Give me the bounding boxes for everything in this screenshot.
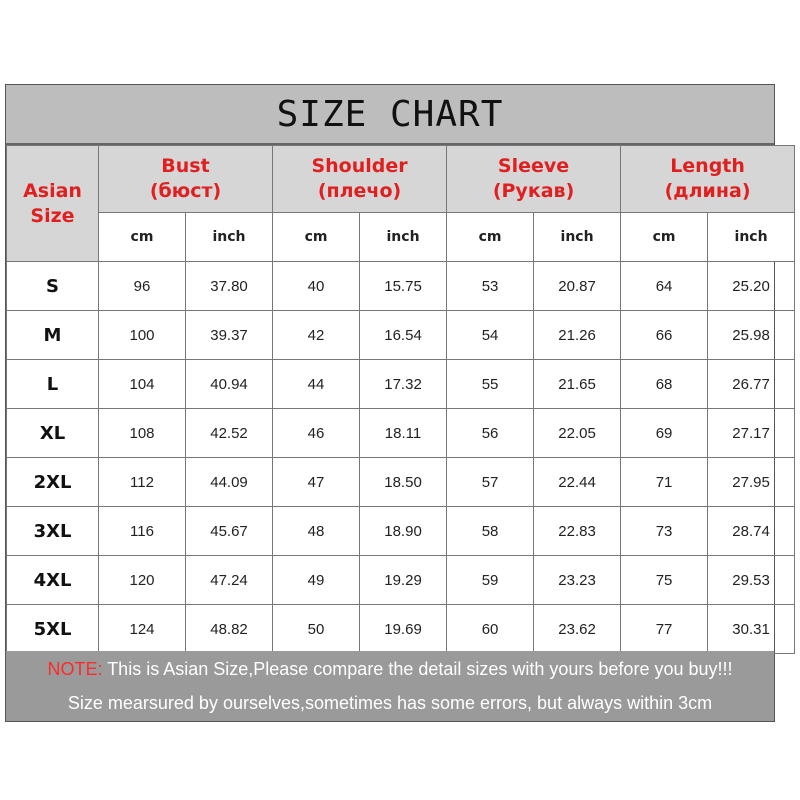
size-cell: 3XL xyxy=(7,507,99,556)
value-cell: 47 xyxy=(273,458,360,507)
value-cell: 22.44 xyxy=(534,458,621,507)
unit-cm: cm xyxy=(447,213,534,262)
table-row xyxy=(7,556,795,605)
value-cell: 44 xyxy=(273,360,360,409)
asian-size-header xyxy=(7,146,99,262)
size-cell: 4XL xyxy=(7,556,99,605)
note-text: This is Asian Size,Please compare the detail sizes with yours before you buy!!! xyxy=(102,659,733,679)
value-cell: 77 xyxy=(621,605,708,654)
value-cell: 40 xyxy=(273,262,360,311)
value-cell: 23.62 xyxy=(534,605,621,654)
table-row xyxy=(7,605,795,654)
value-cell: 68 xyxy=(621,360,708,409)
value-cell: 22.83 xyxy=(534,507,621,556)
table-row xyxy=(7,262,795,311)
size-cell: XL xyxy=(7,409,99,458)
unit-inch: inch xyxy=(708,213,795,262)
value-cell: 29.53 xyxy=(708,556,795,605)
group-header-row xyxy=(7,146,795,213)
shoulder-header: Shoulder (плечо) xyxy=(273,146,447,213)
value-cell: 19.29 xyxy=(360,556,447,605)
sleeve-header: Sleeve (Рукав) xyxy=(447,146,621,213)
value-cell: 55 xyxy=(447,360,534,409)
value-cell: 59 xyxy=(447,556,534,605)
table-row xyxy=(7,360,795,409)
table-row xyxy=(7,311,795,360)
value-cell: 42.52 xyxy=(186,409,273,458)
value-cell: 75 xyxy=(621,556,708,605)
value-cell: 50 xyxy=(273,605,360,654)
size-chart xyxy=(5,84,775,722)
value-cell: 48.82 xyxy=(186,605,273,654)
value-cell: 28.74 xyxy=(708,507,795,556)
note-line-1 xyxy=(6,659,774,680)
size-cell: S xyxy=(7,262,99,311)
value-cell: 21.26 xyxy=(534,311,621,360)
value-cell: 30.31 xyxy=(708,605,795,654)
value-cell: 49 xyxy=(273,556,360,605)
value-cell: 100 xyxy=(99,311,186,360)
table-row xyxy=(7,409,795,458)
value-cell: 71 xyxy=(621,458,708,507)
size-table xyxy=(6,145,795,654)
value-cell: 22.05 xyxy=(534,409,621,458)
value-cell: 45.67 xyxy=(186,507,273,556)
value-cell: 120 xyxy=(99,556,186,605)
value-cell: 23.23 xyxy=(534,556,621,605)
value-cell: 25.20 xyxy=(708,262,795,311)
value-cell: 124 xyxy=(99,605,186,654)
value-cell: 96 xyxy=(99,262,186,311)
value-cell: 73 xyxy=(621,507,708,556)
value-cell: 18.50 xyxy=(360,458,447,507)
value-cell: 17.32 xyxy=(360,360,447,409)
value-cell: 108 xyxy=(99,409,186,458)
value-cell: 47.24 xyxy=(186,556,273,605)
value-cell: 60 xyxy=(447,605,534,654)
size-cell: M xyxy=(7,311,99,360)
unit-header-row xyxy=(7,213,795,262)
value-cell: 15.75 xyxy=(360,262,447,311)
value-cell: 112 xyxy=(99,458,186,507)
value-cell: 44.09 xyxy=(186,458,273,507)
value-cell: 53 xyxy=(447,262,534,311)
chart-title: SIZE CHART xyxy=(6,85,774,145)
size-label: Size xyxy=(30,204,75,227)
note-banner xyxy=(6,651,774,721)
unit-inch: inch xyxy=(186,213,273,262)
size-cell: 5XL xyxy=(7,605,99,654)
value-cell: 116 xyxy=(99,507,186,556)
table-row xyxy=(7,507,795,556)
note-label: NOTE: xyxy=(47,659,103,679)
value-cell: 37.80 xyxy=(186,262,273,311)
value-cell: 39.37 xyxy=(186,311,273,360)
value-cell: 46 xyxy=(273,409,360,458)
size-cell: L xyxy=(7,360,99,409)
asian-label: Asian xyxy=(23,179,82,202)
size-cell: 2XL xyxy=(7,458,99,507)
value-cell: 66 xyxy=(621,311,708,360)
unit-inch: inch xyxy=(360,213,447,262)
value-cell: 25.98 xyxy=(708,311,795,360)
value-cell: 16.54 xyxy=(360,311,447,360)
value-cell: 57 xyxy=(447,458,534,507)
table-row xyxy=(7,458,795,507)
value-cell: 19.69 xyxy=(360,605,447,654)
value-cell: 26.77 xyxy=(708,360,795,409)
value-cell: 18.11 xyxy=(360,409,447,458)
length-header: Length (длина) xyxy=(621,146,795,213)
unit-cm: cm xyxy=(99,213,186,262)
value-cell: 58 xyxy=(447,507,534,556)
value-cell: 64 xyxy=(621,262,708,311)
bust-header: Bust (бюст) xyxy=(99,146,273,213)
unit-inch: inch xyxy=(534,213,621,262)
value-cell: 48 xyxy=(273,507,360,556)
value-cell: 20.87 xyxy=(534,262,621,311)
value-cell: 27.17 xyxy=(708,409,795,458)
value-cell: 104 xyxy=(99,360,186,409)
value-cell: 54 xyxy=(447,311,534,360)
note-line-2: Size mearsured by ourselves,sometimes has some errors, but always within 3cm xyxy=(67,693,713,713)
value-cell: 21.65 xyxy=(534,360,621,409)
value-cell: 69 xyxy=(621,409,708,458)
value-cell: 27.95 xyxy=(708,458,795,507)
value-cell: 56 xyxy=(447,409,534,458)
value-cell: 18.90 xyxy=(360,507,447,556)
value-cell: 42 xyxy=(273,311,360,360)
unit-cm: cm xyxy=(621,213,708,262)
value-cell: 40.94 xyxy=(186,360,273,409)
unit-cm: cm xyxy=(273,213,360,262)
